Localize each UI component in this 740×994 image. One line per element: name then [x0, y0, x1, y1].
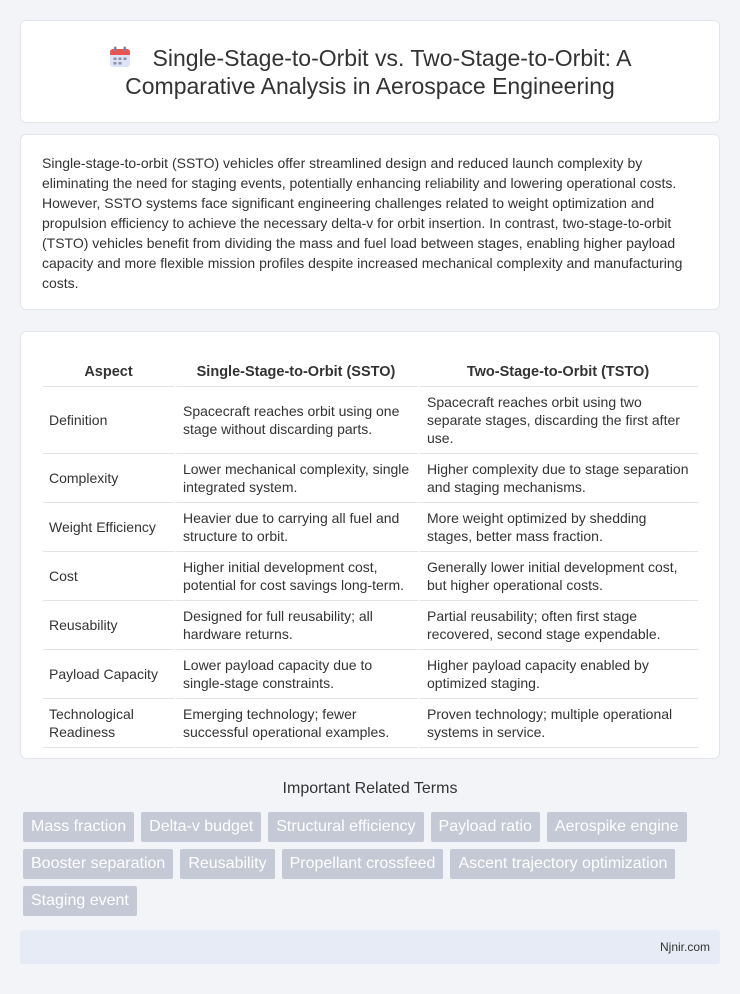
row-ssto: Designed for full reusability; all hardware returns. — [174, 600, 418, 649]
header-aspect: Aspect — [84, 364, 133, 380]
row-ssto: Heavier due to carrying all fuel and structure to orbit. — [174, 502, 418, 551]
table-row — [43, 453, 698, 502]
table-row — [43, 600, 698, 649]
intro-paragraph: Single-stage-to-orbit (SSTO) vehicles offer streamlined design and reduced launch complexity by eliminating the need for staging events, potentially enhancing reliability and lowering operational costs. However, SSTO systems face significant engineering challenges related to weight optimization and propulsion efficiency to achieve the necessary delta-v for orbit insertion. In contrast, two-stage-to-orbit (TSTO) vehicles benefit from dividing the mass and fuel load between stages, enabling higher payload capacity and more flexible mission profiles despite increased mechanical complexity and manufacturing costs. — [42, 155, 683, 291]
row-ssto: Emerging technology; fewer successful operational examples. — [174, 698, 418, 748]
table-row — [43, 502, 698, 551]
row-ssto: Lower payload capacity due to single-stage constraints. — [174, 649, 418, 698]
table-row — [43, 649, 698, 698]
header-tsto: Two-Stage-to-Orbit (TSTO) — [466, 364, 650, 380]
term-tag[interactable]: Structural efficiency — [268, 812, 423, 842]
row-aspect: Technological Readiness — [43, 698, 174, 748]
row-tsto: Higher payload capacity enabled by optimized staging. — [418, 649, 698, 698]
row-aspect: Cost — [43, 551, 174, 600]
calendar-icon — [109, 46, 131, 68]
term-tag[interactable]: Mass fraction — [23, 812, 134, 842]
footer-site-link[interactable]: Njnir.com — [659, 940, 710, 954]
term-tag[interactable]: Payload ratio — [431, 812, 540, 842]
row-aspect: Reusability — [43, 600, 174, 649]
table-row — [43, 386, 698, 453]
term-tag[interactable]: Aerospike engine — [547, 812, 687, 842]
row-tsto: More weight optimized by shedding stages, better mass fraction. — [418, 502, 698, 551]
row-aspect: Complexity — [43, 453, 174, 502]
row-ssto: Lower mechanical complexity, single integrated system. — [174, 453, 418, 502]
term-tag[interactable]: Reusability — [180, 849, 274, 879]
related-terms-list — [23, 812, 723, 923]
table-header-row — [43, 352, 698, 386]
comparison-table — [43, 352, 698, 748]
row-tsto: Partial reusability; often first stage recovered, second stage expendable. — [418, 600, 698, 649]
row-aspect: Definition — [43, 386, 174, 453]
term-tag[interactable]: Staging event — [23, 886, 137, 916]
page-title — [70, 44, 670, 100]
page-title-text: Single-Stage-to-Orbit vs. Two-Stage-to-Orbit: A Comparative Analysis in Aerospace Engineering — [125, 44, 632, 99]
term-tag[interactable]: Delta-v budget — [141, 812, 261, 842]
term-tag[interactable]: Propellant crossfeed — [282, 849, 444, 879]
row-aspect: Weight Efficiency — [43, 502, 174, 551]
term-tag[interactable]: Booster separation — [23, 849, 173, 879]
comparison-card — [20, 331, 720, 759]
row-tsto: Higher complexity due to stage separation and staging mechanisms. — [418, 453, 698, 502]
term-tag[interactable]: Ascent trajectory optimization — [450, 849, 675, 879]
row-aspect: Payload Capacity — [43, 649, 174, 698]
footer — [20, 930, 720, 964]
row-tsto: Generally lower initial development cost, but higher operational costs. — [418, 551, 698, 600]
row-tsto: Proven technology; multiple operational systems in service. — [418, 698, 698, 748]
row-tsto: Spacecraft reaches orbit using two separate stages, discarding the first after use. — [418, 386, 698, 453]
header-ssto: Single-Stage-to-Orbit (SSTO) — [196, 364, 396, 380]
related-terms-heading: Important Related Terms — [282, 780, 458, 797]
table-row — [43, 551, 698, 600]
title-card — [20, 20, 720, 123]
intro-card — [20, 134, 720, 310]
table-row — [43, 698, 698, 748]
row-ssto: Higher initial development cost, potential for cost savings long-term. — [174, 551, 418, 600]
row-ssto: Spacecraft reaches orbit using one stage without discarding parts. — [174, 386, 418, 453]
